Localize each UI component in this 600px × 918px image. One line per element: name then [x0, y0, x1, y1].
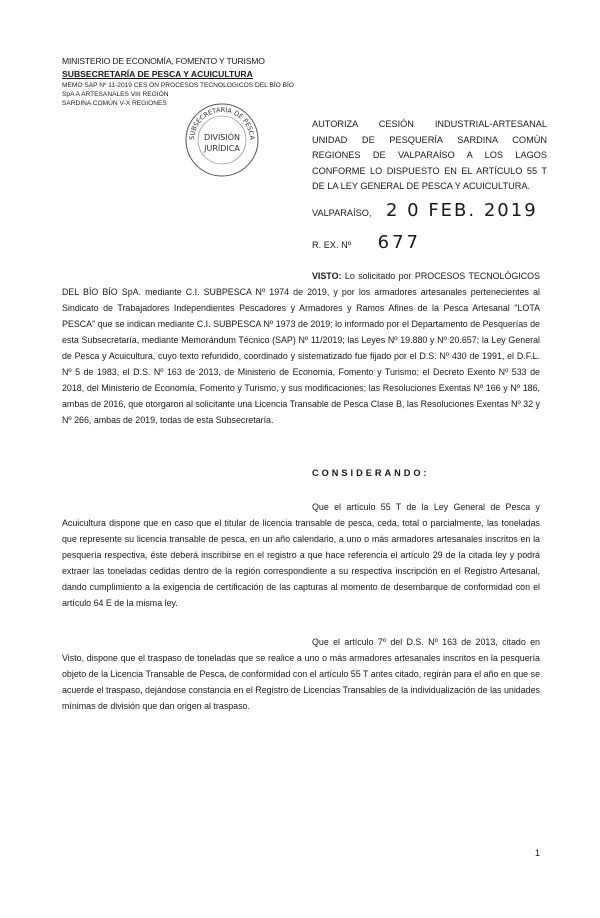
considerando-heading: CONSIDERANDO: [312, 468, 430, 478]
memo-line: SpA A ARTESANALES VIII REGIÓN [62, 91, 169, 98]
subsecretaria-name: SUBSECRETARÍA DE PESCA Y ACUICULTURA [62, 69, 253, 79]
resolution-date [312, 200, 538, 221]
visto-paragraph [62, 268, 540, 428]
rex-number-value: 677 [377, 232, 422, 253]
visto-text: Lo solicitado por PROCESOS TECNOLÓGICOS DEL BÍO BÍO SpA. mediante C.I. SUBPESCA Nº 1974 de 2019, y por los armadores artesanales pertenecientes al Sindicato de Trabajadores Independientes Pescadores y Armadores y Ramos Afines de la Pesca Artesanal "LOTA PESCA" que se indican mediante C.I. SUBPESCA Nº 1973 de 2019; lo informado por el Departamento de Pesquerías de esta Subsecretaría, mediante Memorándum Técnico (SAP) Nº 11/2019; las Leyes Nº 19.880 y Nº 20.657; la Ley General de Pesca y Acuicultura, cuyo texto refundido, coordinado y sistematizado fue fijado por el D.S. Nº 430 de 1991, el D.F.L. Nº 5 de 1983, el D.S. Nº 163 de 2013, de Ministerio de Economía, Fomento y Turismo; el Decreto Exento Nº 533 de 2018, del Ministerio de Economía, Fomento y Turismo, y sus modificaciones; las Resoluciones Exentas Nº 166 y Nº 186, ambas de 2016, que otorgaron al solicitante una Licencia Transable de Pesca Clase B, las Resoluciones Exentas Nº 32 y Nº 266, ambas de 2019, todas de esta Subsecretaría. [62, 271, 540, 425]
considerando-paragraph-1: Que el artículo 55 T de la Ley General de Pesca y Acuicultura dispone que en caso que el titular de licencia transable de pesca, ceda, total o parcialmente, las toneladas que represente su licencia transable de pesca, en un año calendario, a uno o más armadores artesanales inscritos en la pesquería respectiva, éste deberá inscribirse en el registro a que hace referencia el artículo 29 de la citada ley y podrá extraer las toneladas cedidas dentro de la región correspondiente a su respectiva inscripción en el Registro Artesanal, dando cumplimiento a la exigencia de certificación de las capturas al momento de desembarque de conformidad con el artículo 64 E de la misma ley. [62, 502, 540, 608]
division-juridica-stamp [182, 100, 262, 180]
memo-line: SARDINA COMÚN V-X REGIONES [62, 100, 167, 107]
memo-line: MEMO SAP Nº 11-2019 CES ÓN PROCESOS TECNOLOGICOS DEL BÍO BÍO [62, 82, 294, 89]
stamp-line2: JURÍDICA [204, 144, 240, 153]
considerando-paragraph-2: Que el artículo 7º del D.S. Nº 163 de 2013, citado en Visto, dispone que el traspaso de toneladas que se realice a uno o más armadores artesanales inscritos en la pesquería objeto de la Licencia Transable de Pesca, de conformidad con el artículo 55 T antes citado, regirán para el año en que se acuerde el traspaso, dejándose constancia en el Registro de Licencias Transables de la individualización de las unidades mínimas de división que dan origen al traspaso. [62, 637, 540, 711]
rex-label: R. EX. Nº [312, 240, 352, 250]
ministry-name: MINISTERIO DE ECONOMÍA, FOMENTO Y TURISMO [62, 56, 265, 66]
resolution-number [312, 232, 421, 253]
resolution-title: AUTORIZA CESIÓN INDUSTRIAL-ARTESANAL UNIDAD DE PESQUERÍA SARDINA COMÚN REGIONES DE VALPARAÍSO A LOS LAGOS CONFORME LO DISPUESTO EN EL ARTÍCULO 55 T DE LA LEY GENERAL DE PESCA Y ACUICULTURA. [312, 119, 547, 191]
stamp-arc-text: SUBSECRETARÍA DE PESCA [187, 105, 257, 141]
stamp-line1: DIVISIÓN [203, 133, 241, 142]
page-number: 1 [535, 848, 541, 858]
date-label: VALPARAÍSO, [312, 208, 372, 218]
visto-label: VISTO: [312, 271, 342, 281]
date-stamp-value: 2 0 FEB. 2019 [385, 200, 538, 221]
